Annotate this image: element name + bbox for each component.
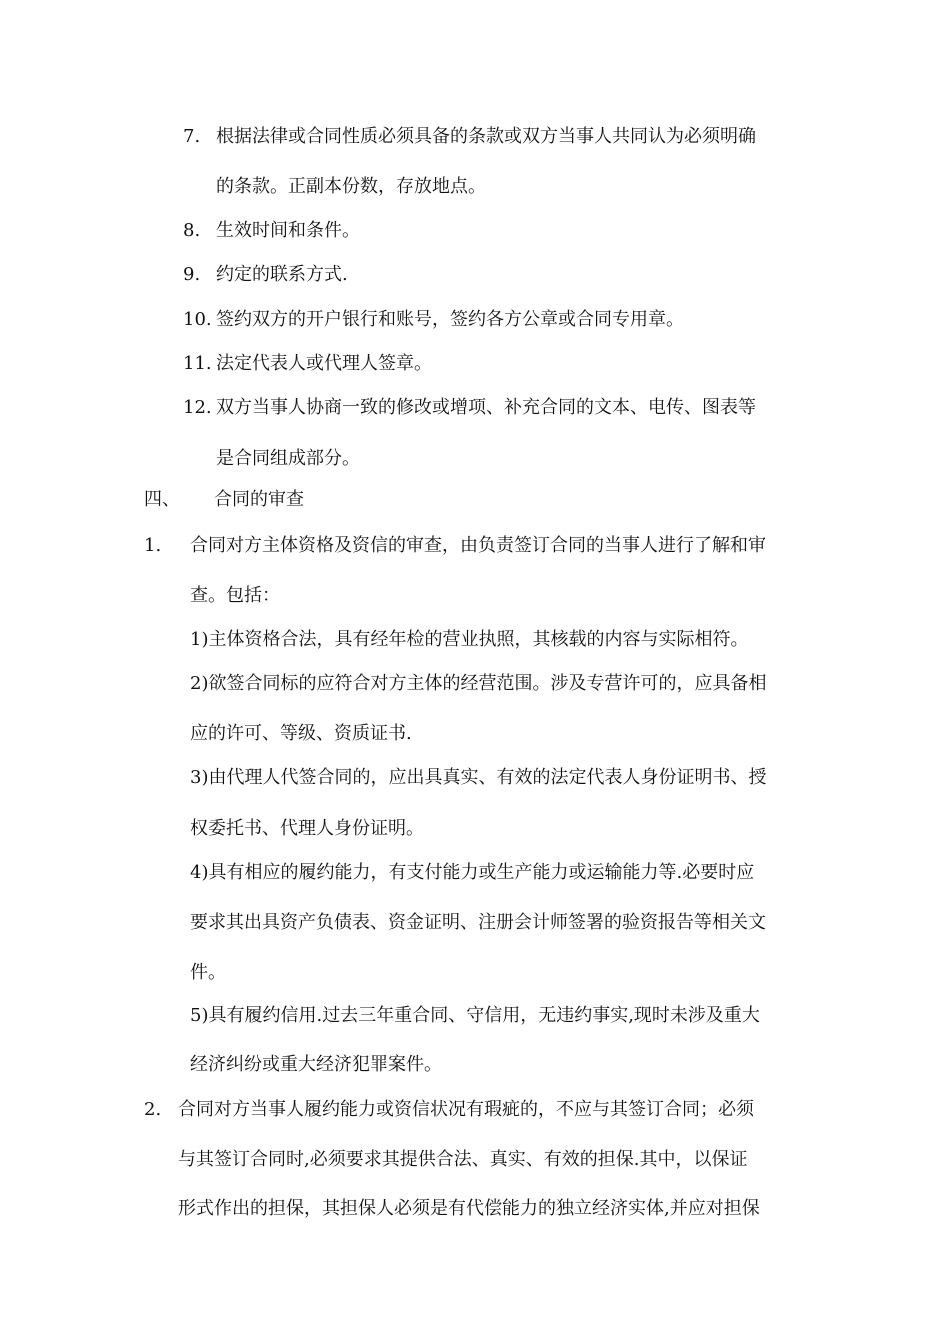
sub-item: 4)具有相应的履约能力，有支付能力或生产能力或运输能力等.必要时应 bbox=[190, 862, 755, 883]
paragraph-text-cont: 查。包括： bbox=[190, 585, 280, 606]
sub-item-cont: 经济纠纷或重大经济犯罪案件。 bbox=[190, 1054, 442, 1075]
paragraph-number: 1. bbox=[144, 535, 162, 556]
item-number: 8. bbox=[183, 220, 201, 241]
item-text: 根据法律或合同性质必须具备的条款或双方当事人共同认为必须明确 bbox=[216, 126, 756, 147]
paragraph-text-cont: 与其签订合同时,必须要求其提供合法、真实、有效的担保.其中，以保证 bbox=[178, 1149, 748, 1170]
paragraph-text: 合同对方当事人履约能力或资信状况有瑕疵的，不应与其签订合同；必须 bbox=[178, 1099, 754, 1120]
paragraph-number: 2. bbox=[144, 1099, 162, 1120]
section-title: 合同的审查 bbox=[214, 489, 304, 510]
item-text: 生效时间和条件。 bbox=[216, 220, 360, 241]
sub-item: 2)欲签合同标的应符合对方主体的经营范围。涉及专营许可的，应具备相 bbox=[190, 673, 767, 694]
section-number: 四、 bbox=[144, 489, 180, 510]
sub-item: 5)具有履约信用.过去三年重合同、守信用，无违约事实,现时未涉及重大 bbox=[190, 1005, 760, 1026]
item-number: 12. bbox=[183, 397, 212, 418]
sub-item-cont: 权委托书、代理人身份证明。 bbox=[190, 818, 424, 839]
item-text-cont: 的条款。正副本份数，存放地点。 bbox=[216, 176, 486, 197]
item-number: 10. bbox=[183, 309, 212, 330]
sub-item-cont: 要求其出具资产负债表、资金证明、注册会计师签署的验资报告等相关文 bbox=[190, 912, 766, 933]
paragraph-text: 合同对方主体资格及资信的审查，由负责签订合同的当事人进行了解和审 bbox=[190, 535, 766, 556]
sub-item-cont: 件。 bbox=[190, 962, 226, 983]
item-number: 7. bbox=[183, 126, 201, 147]
sub-item: 1)主体资格合法，具有经年检的营业执照，其核载的内容与实际相符。 bbox=[190, 629, 749, 650]
sub-item-cont: 应的许可、等级、资质证书. bbox=[190, 723, 412, 744]
item-text: 法定代表人或代理人签章。 bbox=[216, 353, 432, 374]
item-text: 签约双方的开户银行和账号，签约各方公章或合同专用章。 bbox=[216, 309, 684, 330]
paragraph-text-cont: 形式作出的担保，其担保人必须是有代偿能力的独立经济实体,并应对担保 bbox=[178, 1198, 760, 1219]
item-text: 双方当事人协商一致的修改或增项、补充合同的文本、电传、图表等 bbox=[216, 397, 756, 418]
sub-item: 3)由代理人代签合同的，应出具真实、有效的法定代表人身份证明书、授 bbox=[190, 767, 767, 788]
item-text: 约定的联系方式. bbox=[216, 264, 348, 285]
item-number: 9. bbox=[183, 264, 201, 285]
item-number: 11. bbox=[183, 353, 212, 374]
item-text-cont: 是合同组成部分。 bbox=[216, 448, 360, 469]
